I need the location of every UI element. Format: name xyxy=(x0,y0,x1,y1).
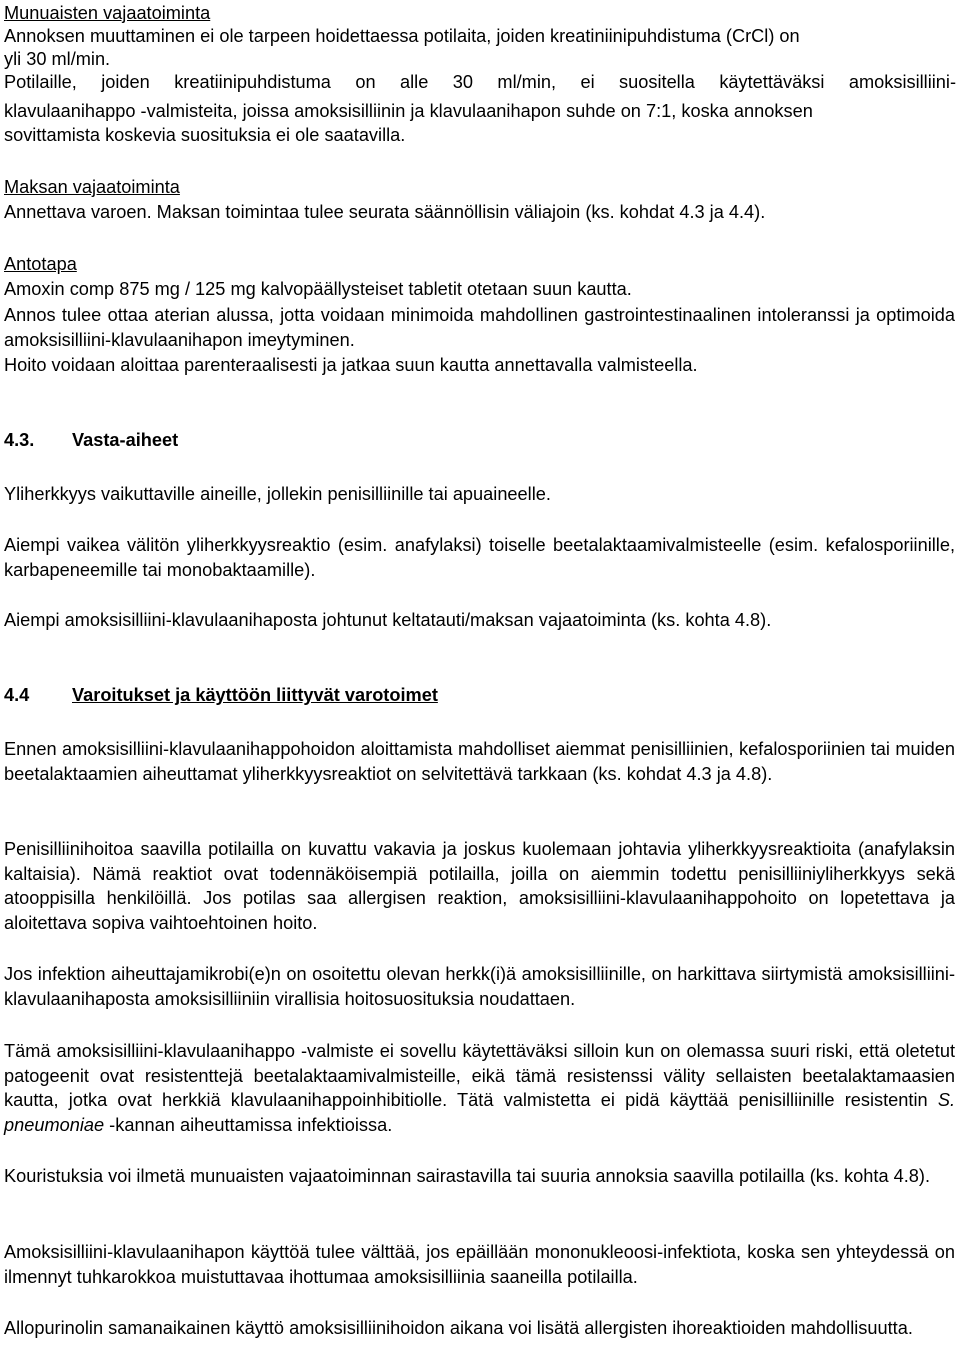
section-4-3-title: Vasta-aiheet xyxy=(72,430,179,450)
section-4-3-number: 4.3. xyxy=(4,430,35,450)
contraindication-2: Aiempi vaikea välitön yliherkkyysreaktio (esim. anafylaksi) toiselle beetalaktaamivalmisteelle (esim. kefalosporiinille, karbapeneemille tai monobaktaamille). xyxy=(4,535,955,580)
hepatic-heading: Maksan vajaatoiminta xyxy=(4,177,180,197)
warning-paragraph-4-end: -kannan aiheuttamissa infektioissa. xyxy=(104,1114,393,1135)
section-4-3-heading xyxy=(4,430,178,451)
warning-paragraph-4-text: Tämä amoksisilliini-klavulaanihappo -valmiste ei sovellu käytettäväksi silloin kun on olemassa suuri riski, että oletetut patogeenit ovat resistenttejä beetalaktaamivalmisteille, eikä tämä resistenssi välity sellaisten beetalaktamaasien kautta, jotka ovat herkkiä klavulaanihappoinhibitiolle. Tätä valmistetta ei pidä käyttää penisilliinille resistentin xyxy=(4,1041,955,1111)
admin-line-1: Amoxin comp 875 mg / 125 mg kalvopäällysteiset tabletit otetaan suun kautta. xyxy=(4,279,632,299)
warning-paragraph-4 xyxy=(4,1039,955,1137)
renal-line-4: klavulaanihappo -valmisteita, joissa amoksisilliinin ja klavulaanihapon suhde on 7:1, koska annoksen xyxy=(4,101,813,121)
warning-paragraph-1: Ennen amoksisilliini-klavulaanihappohoidon aloittamista mahdolliset aiemmat penisilliinien, kefalosporiinien tai muiden beetalaktaamien aiheuttamat yliherkkyysreaktiot on selvitettävä tarkkaan (ks. kohdat 4.3 ja 4.8). xyxy=(4,739,955,784)
renal-line-3: Potilaille, joiden kreatiinipuhdistuma on alle 30 ml/min, ei suositella käytettäväksi amoksisilliini- xyxy=(4,72,956,92)
admin-heading: Antotapa xyxy=(4,254,77,274)
hepatic-text: Annettava varoen. Maksan toimintaa tulee seurata säännöllisin väliajoin (ks. kohdat 4.3 ja 4.4). xyxy=(4,202,766,222)
section-4-4-heading xyxy=(4,685,438,706)
admin-paragraph: Annos tulee ottaa aterian alussa, jotta voidaan minimoida mahdollinen gastrointestinaalinen intoleranssi ja optimoida amoksisilliini-klavulaanihapon imeytyminen. xyxy=(4,305,955,350)
section-4-4-number: 4.4 xyxy=(4,685,30,705)
section-4-4-title: Varoitukset ja käyttöön liittyvät varotoimet xyxy=(72,685,438,705)
warning-paragraph-5: Kouristuksia voi ilmetä munuaisten vajaatoiminnan sairastavilla tai suuria annoksia saavilla potilailla (ks. kohta 4.8). xyxy=(4,1166,930,1186)
contraindication-1: Yliherkkyys vaikuttaville aineille, jollekin penisilliinille tai apuaineelle. xyxy=(4,484,551,504)
renal-line-1: Annoksen muuttaminen ei ole tarpeen hoidettaessa potilaita, joiden kreatiniinipuhdistuma (CrCl) on xyxy=(4,26,800,46)
admin-line-2: Hoito voidaan aloittaa parenteraalisesti ja jatkaa suun kautta annettavalla valmisteella. xyxy=(4,355,698,375)
warning-paragraph-3: Jos infektion aiheuttajamikrobi(e)n on osoitettu olevan herkk(i)ä amoksisilliinille, on harkittava siirtymistä amoksisilliini-klavulaanihaposta amoksisilliiniin virallisia hoitosuosituksia noudattaen. xyxy=(4,964,955,1009)
organism-name: S. pneumoniae xyxy=(4,1090,955,1135)
warning-paragraph-2: Penisilliinihoitoa saavilla potilailla on kuvattu vakavia ja joskus kuolemaan johtavia yliherkkyysreaktioita (anafylaksin kaltaisia). Nämä reaktiot ovat todennäköisempiä potilailla, joilla on aiemmin todettu penisilliiniyliherkkyys sekä atooppisilla henkilöillä. Jos potilas saa allergisen reaktion, amoksisilliini-klavulaanihappohoito on lopetettava ja aloitettava sopiva vaihtoehtoinen hoito. xyxy=(4,839,955,933)
contraindication-3: Aiempi amoksisilliini-klavulaanihaposta johtunut keltatauti/maksan vajaatoiminta (ks. kohta 4.8). xyxy=(4,610,772,630)
warning-paragraph-6: Amoksisilliini-klavulaanihapon käyttöä tulee välttää, jos epäillään mononukleoosi-infektiota, koska sen yhteydessä on ilmennyt tuhkarokkoa muistuttavaa ihottumaa amoksisilliinia saaneilla potilailla. xyxy=(4,1242,955,1287)
renal-line-2: yli 30 ml/min. xyxy=(4,49,111,69)
renal-heading: Munuaisten vajaatoiminta xyxy=(4,3,211,23)
renal-line-5: sovittamista koskevia suosituksia ei ole saatavilla. xyxy=(4,125,406,145)
warning-paragraph-7: Allopurinolin samanaikainen käyttö amoksisilliinihoidon aikana voi lisätä allergisten ihoreaktioiden mahdollisuutta. xyxy=(4,1318,913,1338)
